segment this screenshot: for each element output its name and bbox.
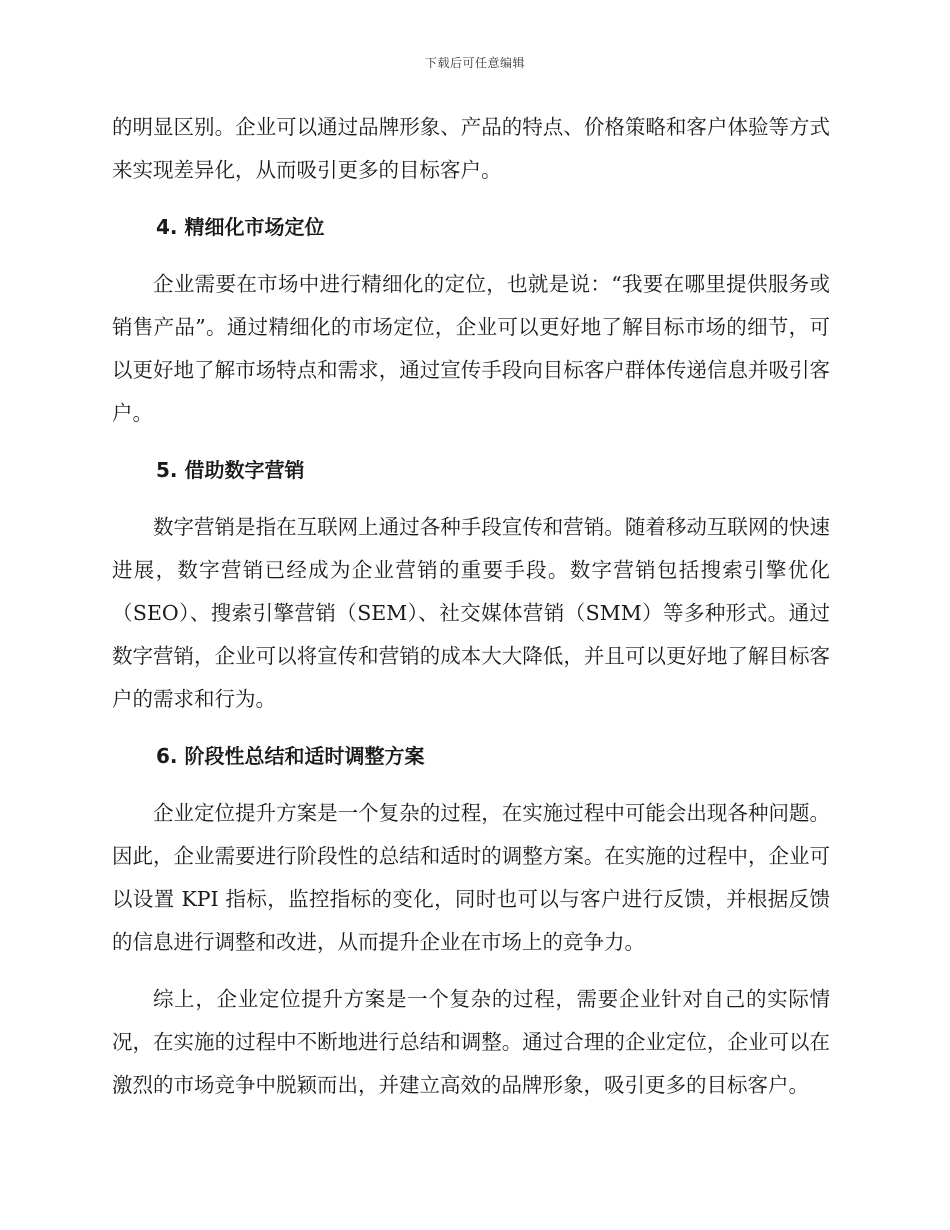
paragraph-section-5: 数字营销是指在互联网上通过各种手段宣传和营销。随着移动互联网的快速进展，数字营销已经成为企业营销的重要手段。数字营销包括搜索引擎优化（SEO）、搜索引擎营销（SEM）、社交媒体营销（SMM）等多种形式。通过数字营销，企业可以将宣传和营销的成本大大降低，并且可以更好地了解目标客户的需求和行为。 <box>112 515 830 711</box>
section-heading-5: 5. 借助数字营销 <box>156 458 305 482</box>
paragraph-section-6: 企业定位提升方案是一个复杂的过程，在实施过程中可能会出现各种问题。因此，企业需要进行阶段性的总结和适时的调整方案。在实施的过程中，企业可以设置 KPI 指标，监控指标的变化，同时也可以与客户进行反馈，并根据反馈的信息进行调整和改进，从而提升企业在市场上的竞争力。 <box>112 801 830 954</box>
section-heading-6: 6. 阶段性总结和适时调整方案 <box>156 744 425 768</box>
paragraph-conclusion: 综上，企业定位提升方案是一个复杂的过程，需要企业针对自己的实际情况，在实施的过程中不断地进行总结和调整。通过合理的企业定位，企业可以在激烈的市场竞争中脱颖而出，并建立高效的品牌形象，吸引更多的目标客户。 <box>112 987 830 1097</box>
paragraph-intro-continuation: 的明显区别。企业可以通过品牌形象、产品的特点、价格策略和客户体验等方式来实现差异化，从而吸引更多的目标客户。 <box>112 115 830 182</box>
paragraph-section-4: 企业需要在市场中进行精细化的定位，也就是说：“我要在哪里提供服务或销售产品”。通过精细化的市场定位，企业可以更好地了解目标市场的细节，可以更好地了解市场特点和需求，通过宣传手段向目标客户群体传递信息并吸引客户。 <box>112 272 830 425</box>
document-body <box>112 106 830 1121</box>
page-header: 下载后可任意编辑 <box>424 56 525 70</box>
section-heading-4: 4. 精细化市场定位 <box>156 215 325 239</box>
